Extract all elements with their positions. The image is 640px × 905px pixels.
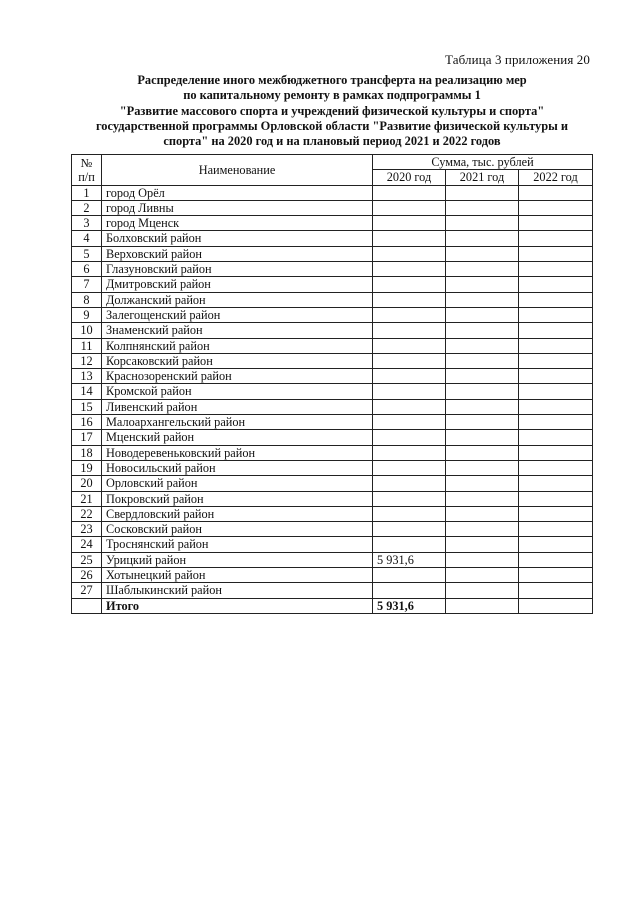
table-row xyxy=(72,307,593,322)
cell-name: Покровский район xyxy=(102,491,373,506)
cell-2021 xyxy=(446,430,519,445)
cell-2022 xyxy=(519,506,593,521)
cell-2020 xyxy=(373,369,446,384)
cell-2022 xyxy=(519,460,593,475)
cell-name: Глазуновский район xyxy=(102,262,373,277)
cell-name: Свердловский район xyxy=(102,506,373,521)
table-row xyxy=(72,292,593,307)
cell-2021 xyxy=(446,552,519,567)
table-row xyxy=(72,460,593,475)
cell-2021 xyxy=(446,323,519,338)
cell-2020 xyxy=(373,415,446,430)
cell-2022 xyxy=(519,338,593,353)
cell-name: Знаменский район xyxy=(102,323,373,338)
cell-number: 27 xyxy=(72,583,102,598)
cell-2022 xyxy=(519,552,593,567)
cell-name: Сосковский район xyxy=(102,522,373,537)
cell-number: 21 xyxy=(72,491,102,506)
cell-2022 xyxy=(519,568,593,583)
cell-2021 xyxy=(446,200,519,215)
cell-name: Залегощенский район xyxy=(102,307,373,322)
table-row xyxy=(72,200,593,215)
table-row xyxy=(72,430,593,445)
cell-number: 26 xyxy=(72,568,102,583)
cell-number: 7 xyxy=(72,277,102,292)
cell-name: Болховский район xyxy=(102,231,373,246)
table-row xyxy=(72,552,593,567)
cell-number: 1 xyxy=(72,185,102,200)
cell-2020 xyxy=(373,384,446,399)
table-row xyxy=(72,231,593,246)
cell-2021 xyxy=(446,384,519,399)
cell-2020 xyxy=(373,262,446,277)
cell-2020 xyxy=(373,476,446,491)
cell-name: город Орёл xyxy=(102,185,373,200)
cell-number: 10 xyxy=(72,323,102,338)
header-cell-name: Наименование xyxy=(102,155,373,186)
cell-2022 xyxy=(519,384,593,399)
cell-number: 17 xyxy=(72,430,102,445)
cell-name: Кромской район xyxy=(102,384,373,399)
cell-2020 xyxy=(373,323,446,338)
cell-number: 24 xyxy=(72,537,102,552)
table-row xyxy=(72,583,593,598)
cell-number xyxy=(72,598,102,613)
cell-2021 xyxy=(446,415,519,430)
cell-2021 xyxy=(446,338,519,353)
cell-name: Новодеревеньковский район xyxy=(102,445,373,460)
table-row xyxy=(72,384,593,399)
cell-2022 xyxy=(519,445,593,460)
cell-name: Орловский район xyxy=(102,476,373,491)
cell-2020 xyxy=(373,307,446,322)
cell-2021 xyxy=(446,506,519,521)
table-row xyxy=(72,399,593,414)
allocation-table xyxy=(71,154,593,614)
table-row xyxy=(72,246,593,261)
cell-2021 xyxy=(446,353,519,368)
total-row xyxy=(72,598,593,613)
cell-2020 xyxy=(373,445,446,460)
table-header-row xyxy=(72,155,593,170)
header-number-line2: п/п xyxy=(78,169,95,184)
title-line: спорта" на 2020 год и на плановый период 2021 и 2022 годов xyxy=(163,134,501,149)
cell-name: Малоархангельский район xyxy=(102,415,373,430)
cell-2020 xyxy=(373,522,446,537)
cell-2021 xyxy=(446,277,519,292)
cell-number: 4 xyxy=(72,231,102,246)
cell-2021 xyxy=(446,262,519,277)
total-label: Итого xyxy=(102,598,373,613)
total-2021 xyxy=(446,598,519,613)
cell-2020 xyxy=(373,277,446,292)
cell-2022 xyxy=(519,216,593,231)
cell-name: Новосильский район xyxy=(102,460,373,475)
cell-2021 xyxy=(446,537,519,552)
cell-number: 11 xyxy=(72,338,102,353)
cell-2022 xyxy=(519,399,593,414)
title-line: государственной программы Орловской области "Развитие физической культуры и xyxy=(95,118,568,133)
cell-2020 xyxy=(373,506,446,521)
table-row xyxy=(72,369,593,384)
table-row xyxy=(72,277,593,292)
header-number-line1: № xyxy=(80,155,93,170)
cell-2021 xyxy=(446,445,519,460)
cell-name: Ливенский район xyxy=(102,399,373,414)
table-row xyxy=(72,445,593,460)
cell-number: 25 xyxy=(72,552,102,567)
cell-2022 xyxy=(519,522,593,537)
header-cell-number xyxy=(72,155,102,186)
cell-2021 xyxy=(446,369,519,384)
cell-name: город Ливны xyxy=(102,200,373,215)
table-row xyxy=(72,491,593,506)
cell-2022 xyxy=(519,277,593,292)
cell-2021 xyxy=(446,476,519,491)
header-cell-year: 2022 год xyxy=(519,170,593,185)
total-2020: 5 931,6 xyxy=(373,598,446,613)
cell-2021 xyxy=(446,491,519,506)
table-row xyxy=(72,216,593,231)
table-row xyxy=(72,506,593,521)
cell-2020 xyxy=(373,430,446,445)
title-line: по капитальному ремонту в рамках подпрограммы 1 xyxy=(183,88,481,103)
cell-number: 2 xyxy=(72,200,102,215)
cell-2022 xyxy=(519,476,593,491)
header-cell-sum-group: Сумма, тыс. рублей xyxy=(373,155,593,170)
cell-2021 xyxy=(446,522,519,537)
cell-2020 xyxy=(373,200,446,215)
appendix-reference: Таблица 3 приложения 20 xyxy=(445,52,590,67)
table-row xyxy=(72,476,593,491)
cell-number: 16 xyxy=(72,415,102,430)
cell-2020 xyxy=(373,216,446,231)
cell-2022 xyxy=(519,185,593,200)
cell-number: 20 xyxy=(72,476,102,491)
header-cell-year: 2020 год xyxy=(373,170,446,185)
cell-2020 xyxy=(373,292,446,307)
cell-2021 xyxy=(446,460,519,475)
cell-name: город Мценск xyxy=(102,216,373,231)
cell-2021 xyxy=(446,231,519,246)
cell-name: Колпнянский район xyxy=(102,338,373,353)
cell-2021 xyxy=(446,216,519,231)
table-row xyxy=(72,185,593,200)
cell-2022 xyxy=(519,537,593,552)
cell-number: 8 xyxy=(72,292,102,307)
table-row xyxy=(72,537,593,552)
cell-name: Дмитровский район xyxy=(102,277,373,292)
cell-2022 xyxy=(519,200,593,215)
cell-number: 18 xyxy=(72,445,102,460)
cell-2020 xyxy=(373,399,446,414)
cell-number: 13 xyxy=(72,369,102,384)
cell-2022 xyxy=(519,369,593,384)
title-line: "Развитие массового спорта и учреждений физической культуры и спорта" xyxy=(119,103,545,118)
cell-number: 5 xyxy=(72,246,102,261)
cell-number: 23 xyxy=(72,522,102,537)
cell-2021 xyxy=(446,568,519,583)
cell-2021 xyxy=(446,583,519,598)
cell-2022 xyxy=(519,231,593,246)
cell-2020: 5 931,6 xyxy=(373,552,446,567)
cell-number: 22 xyxy=(72,506,102,521)
cell-2020 xyxy=(373,460,446,475)
table-row xyxy=(72,338,593,353)
cell-number: 14 xyxy=(72,384,102,399)
cell-2022 xyxy=(519,262,593,277)
document-title xyxy=(72,73,592,149)
table-row xyxy=(72,323,593,338)
cell-2022 xyxy=(519,292,593,307)
cell-number: 9 xyxy=(72,307,102,322)
cell-2021 xyxy=(446,307,519,322)
table-row xyxy=(72,568,593,583)
cell-2020 xyxy=(373,537,446,552)
cell-name: Хотынецкий район xyxy=(102,568,373,583)
total-2022 xyxy=(519,598,593,613)
cell-2021 xyxy=(446,185,519,200)
cell-2020 xyxy=(373,583,446,598)
cell-2020 xyxy=(373,246,446,261)
cell-2020 xyxy=(373,568,446,583)
cell-number: 12 xyxy=(72,353,102,368)
cell-2022 xyxy=(519,323,593,338)
cell-2022 xyxy=(519,307,593,322)
cell-name: Краснозоренский район xyxy=(102,369,373,384)
cell-2022 xyxy=(519,430,593,445)
cell-name: Должанский район xyxy=(102,292,373,307)
cell-2022 xyxy=(519,583,593,598)
cell-2020 xyxy=(373,353,446,368)
cell-2021 xyxy=(446,399,519,414)
cell-name: Мценский район xyxy=(102,430,373,445)
table-row xyxy=(72,353,593,368)
cell-2022 xyxy=(519,415,593,430)
table-row xyxy=(72,522,593,537)
cell-2020 xyxy=(373,185,446,200)
cell-2020 xyxy=(373,491,446,506)
cell-name: Шаблыкинский район xyxy=(102,583,373,598)
cell-2022 xyxy=(519,353,593,368)
cell-name: Верховский район xyxy=(102,246,373,261)
table-body xyxy=(72,185,593,613)
cell-number: 6 xyxy=(72,262,102,277)
table-row xyxy=(72,415,593,430)
cell-name: Урицкий район xyxy=(102,552,373,567)
cell-2020 xyxy=(373,338,446,353)
cell-number: 15 xyxy=(72,399,102,414)
cell-2021 xyxy=(446,246,519,261)
cell-2021 xyxy=(446,292,519,307)
cell-2022 xyxy=(519,491,593,506)
cell-2020 xyxy=(373,231,446,246)
cell-number: 19 xyxy=(72,460,102,475)
table-row xyxy=(72,262,593,277)
cell-name: Троснянский район xyxy=(102,537,373,552)
header-cell-year: 2021 год xyxy=(446,170,519,185)
cell-number: 3 xyxy=(72,216,102,231)
title-line: Распределение иного межбюджетного трансферта на реализацию мер xyxy=(137,73,527,87)
cell-name: Корсаковский район xyxy=(102,353,373,368)
cell-2022 xyxy=(519,246,593,261)
